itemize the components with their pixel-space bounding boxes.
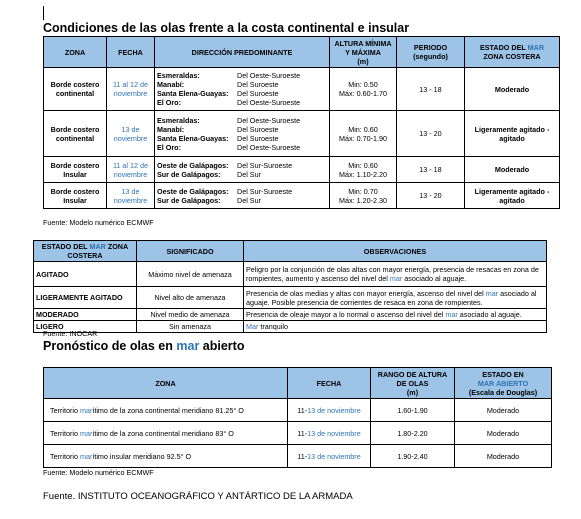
obs-highlight: Mar (246, 322, 259, 331)
estado-cell: Ligeramente agitado - agitado (465, 111, 560, 157)
altura-max: Máx: 0.70-1.90 (339, 133, 387, 143)
obs-text: asociado al aguaje. (402, 274, 467, 283)
fecha-cell (107, 111, 155, 157)
header-zona: ZONA (44, 37, 107, 68)
zona-text: ítimo insular meridiano 92.5° O (92, 451, 192, 461)
legend-header-observaciones: OBSERVACIONES (244, 241, 547, 262)
altura-cell (330, 183, 397, 209)
fecha-end: 13 de noviembre (307, 451, 361, 461)
region-direction: Del Oeste-Suroeste (237, 115, 301, 125)
region-direction: Del Oeste-Suroeste (237, 71, 301, 80)
table-row (44, 157, 560, 183)
forecast-zona-cell (44, 399, 288, 422)
altura-min: Min: 0.70 (348, 186, 378, 196)
legend-estado-cell: MODERADO (34, 309, 137, 321)
estado-cell: Moderado (465, 68, 560, 111)
region-label: El Oro: (157, 142, 181, 152)
zona-highlight: mar (79, 451, 93, 461)
region-direction: Del Suroeste (237, 133, 279, 143)
header-altura: ALTURA MÍNIMA Y MÁXIMA (m) (330, 37, 397, 68)
obs-text: tranquilo (258, 322, 288, 331)
legend-estado-cell: LIGERO (34, 321, 137, 333)
obs-highlight: mar (445, 310, 458, 319)
legend-significado-cell: Nivel medio de amenaza (137, 309, 244, 321)
obs-text: asociado al aguaje. (457, 310, 522, 319)
forecast-row (44, 445, 552, 468)
fecha-end: 12 de noviembre (113, 160, 149, 179)
region-label: Sur de Galápagos: (157, 195, 221, 205)
sea-state-legend-table (33, 240, 547, 333)
forecast-estado-cell: Moderado (455, 399, 552, 422)
zona-cell: Borde costero Insular (44, 157, 107, 183)
legend-row (34, 309, 547, 321)
altura-max: Máx: 0.60-1.70 (339, 89, 387, 98)
direccion-list (157, 187, 327, 205)
section2-title: Pronóstico de olas en mar abierto (43, 339, 245, 353)
zona-text: ítimo de la zona continental meridiano 81.25° O (92, 405, 244, 415)
obs-text: Presencia de oleaje mayor a lo normal o ascenso del nivel del (246, 310, 446, 319)
zona-text: Territorio (50, 428, 80, 438)
legend-row (34, 262, 547, 287)
fecha-end: 13 de noviembre (113, 124, 148, 143)
footer-source: Fuente. INSTITUTO OCEANOGRÁFICO Y ANTÁRTICO DE LA ARMADA (43, 491, 353, 502)
legend-estado-cell: AGITADO (34, 262, 137, 287)
obs-highlight: mar (485, 288, 499, 298)
header-direccion: DIRECCIÓN PREDOMINANTE (155, 37, 330, 68)
region-direction: Del Sur (237, 195, 261, 205)
forecast-header-estado: ESTADO EN MAR ABIERTO (Escala de Douglas) (455, 368, 552, 399)
section1-source: Fuente: Modelo numérico ECMWF (43, 218, 154, 227)
forecast-fecha-cell (288, 399, 371, 422)
periodo-cell: 13 - 18 (397, 68, 465, 111)
fecha-start: 11- (297, 428, 308, 438)
fecha-end: 12 de noviembre (113, 80, 149, 98)
region-label: Esmeraldas: (157, 71, 200, 80)
obs-text: asociado al aguaje. Posible presencia de corrientes de resaca en zona de rompientes. (246, 288, 537, 307)
legend-observaciones-cell (244, 287, 547, 309)
legend-significado-cell: Nivel alto de amenaza (137, 287, 244, 309)
forecast-rango-cell: 1.90-2.40 (371, 445, 455, 468)
region-label: Oeste de Galápagos: (157, 186, 229, 196)
fecha-start: 11- (297, 405, 308, 415)
altura-min: Min: 0.50 (348, 80, 378, 89)
periodo-cell: 13 - 20 (397, 183, 465, 209)
region-label: Manabí: (157, 80, 185, 89)
fecha-start: 11 al (112, 160, 131, 170)
estado-cell: Moderado (465, 157, 560, 183)
section2-source: Fuente: Modelo numérico ECMWF (43, 468, 154, 477)
table-row (44, 68, 560, 111)
forecast-zona-cell (44, 445, 288, 468)
fecha-cell (107, 183, 155, 209)
estado-cell: Ligeramente agitado - agitado (465, 183, 560, 209)
region-direction: Del Sur-Suroeste (237, 160, 293, 170)
legend-estado-cell: LIGERAMENTE AGITADO (34, 287, 137, 309)
table-row (44, 111, 560, 157)
fecha-start: 11 al (112, 80, 131, 89)
altura-min: Min: 0.60 (348, 160, 378, 170)
direccion-cell (155, 68, 330, 111)
region-label: El Oro: (157, 98, 181, 107)
section1-title: Condiciones de las olas frente a la costa continental e insular (43, 21, 410, 35)
zona-highlight: mar (79, 428, 93, 438)
region-direction: Del Oeste-Suroeste (237, 98, 301, 107)
obs-highlight: mar (389, 274, 403, 283)
fecha-cell (107, 157, 155, 183)
obs-text: Presencia de olas medias y altas con mayor energía, ascenso del nivel del (246, 288, 486, 298)
forecast-rango-cell: 1.60-1.90 (371, 399, 455, 422)
region-direction: Del Sur (237, 169, 261, 179)
altura-cell (330, 68, 397, 111)
region-label: Santa Elena-Guayas: (157, 133, 229, 143)
direccion-cell (155, 183, 330, 209)
region-direction: Del Sur-Suroeste (237, 186, 293, 196)
forecast-header-rango: RANGO DE ALTURA DE OLAS (m) (371, 368, 455, 399)
altura-max: Máx: 1.20-2.30 (339, 195, 387, 205)
header-estado: ESTADO DEL MAR ZONA COSTERA (465, 37, 560, 68)
header-periodo: PERIODO (segundo) (397, 37, 465, 68)
legend-observaciones-cell (244, 309, 547, 321)
region-direction: Del Suroeste (237, 89, 279, 98)
direccion-cell (155, 157, 330, 183)
periodo-cell: 13 - 18 (397, 157, 465, 183)
zona-text: Territorio (50, 451, 80, 461)
forecast-fecha-cell (288, 445, 371, 468)
legend-header-estado: ESTADO DEL MAR ZONA COSTERA (34, 241, 137, 262)
fecha-end: 13 de noviembre (307, 405, 361, 415)
fecha-end: 13 de noviembre (307, 428, 361, 438)
legend-observaciones-cell (244, 262, 547, 287)
forecast-header-zona: ZONA (44, 368, 288, 399)
fecha-start: 11- (297, 451, 308, 461)
legend-header-significado: SIGNIFICADO (137, 241, 244, 262)
header-fecha: FECHA (107, 37, 155, 68)
forecast-fecha-cell (288, 422, 371, 445)
legend-significado-cell: Máximo nivel de amenaza (137, 262, 244, 287)
direccion-cell (155, 111, 330, 157)
legend-row (34, 321, 547, 333)
periodo-cell: 13 - 20 (397, 111, 465, 157)
zona-cell: Borde costero continental (44, 68, 107, 111)
zona-cell: Borde costero Insular (44, 183, 107, 209)
legend-source: Fuente: INOCAR (43, 329, 98, 338)
text-cursor (43, 6, 44, 20)
region-label: Esmeraldas: (157, 115, 200, 125)
region-label: Manabí: (157, 124, 185, 134)
forecast-rango-cell: 1.80-2.20 (371, 422, 455, 445)
altura-cell (330, 111, 397, 157)
region-direction: Del Suroeste (237, 124, 279, 134)
fecha-end: 13 de noviembre (113, 186, 148, 205)
legend-significado-cell: Sin amenaza (137, 321, 244, 333)
forecast-estado-cell: Moderado (455, 445, 552, 468)
region-label: Sur de Galápagos: (157, 169, 221, 179)
forecast-estado-cell: Moderado (455, 422, 552, 445)
altura-cell (330, 157, 397, 183)
altura-max: Máx: 1.10-2.20 (339, 169, 387, 179)
legend-row (34, 287, 547, 309)
obs-text: Peligro por la conjunción de olas altas con mayor energía, presencia de resacas en zona de rompientes, aumento y ascenso del nivel del (246, 265, 539, 283)
zona-text: Territorio (50, 405, 80, 415)
zona-text: ítimo de la zona continental meridiano 83° O (92, 428, 234, 438)
direccion-list (157, 116, 327, 152)
region-label: Santa Elena-Guayas: (157, 89, 229, 98)
forecast-zona-cell (44, 422, 288, 445)
forecast-header-fecha: FECHA (288, 368, 371, 399)
forecast-row (44, 422, 552, 445)
region-direction: Del Oeste-Suroeste (237, 142, 301, 152)
fecha-cell (107, 68, 155, 111)
direccion-list (157, 161, 327, 179)
region-direction: Del Suroeste (237, 80, 279, 89)
forecast-row (44, 399, 552, 422)
zona-cell: Borde costero continental (44, 111, 107, 157)
zona-highlight: mar (79, 405, 93, 415)
open-sea-forecast-table (43, 367, 552, 468)
region-label: Oeste de Galápagos: (157, 160, 229, 170)
legend-observaciones-cell (244, 321, 547, 333)
direccion-list (157, 71, 327, 107)
wave-conditions-table (43, 36, 560, 209)
altura-min: Min: 0.60 (348, 124, 378, 134)
table-row (44, 183, 560, 209)
